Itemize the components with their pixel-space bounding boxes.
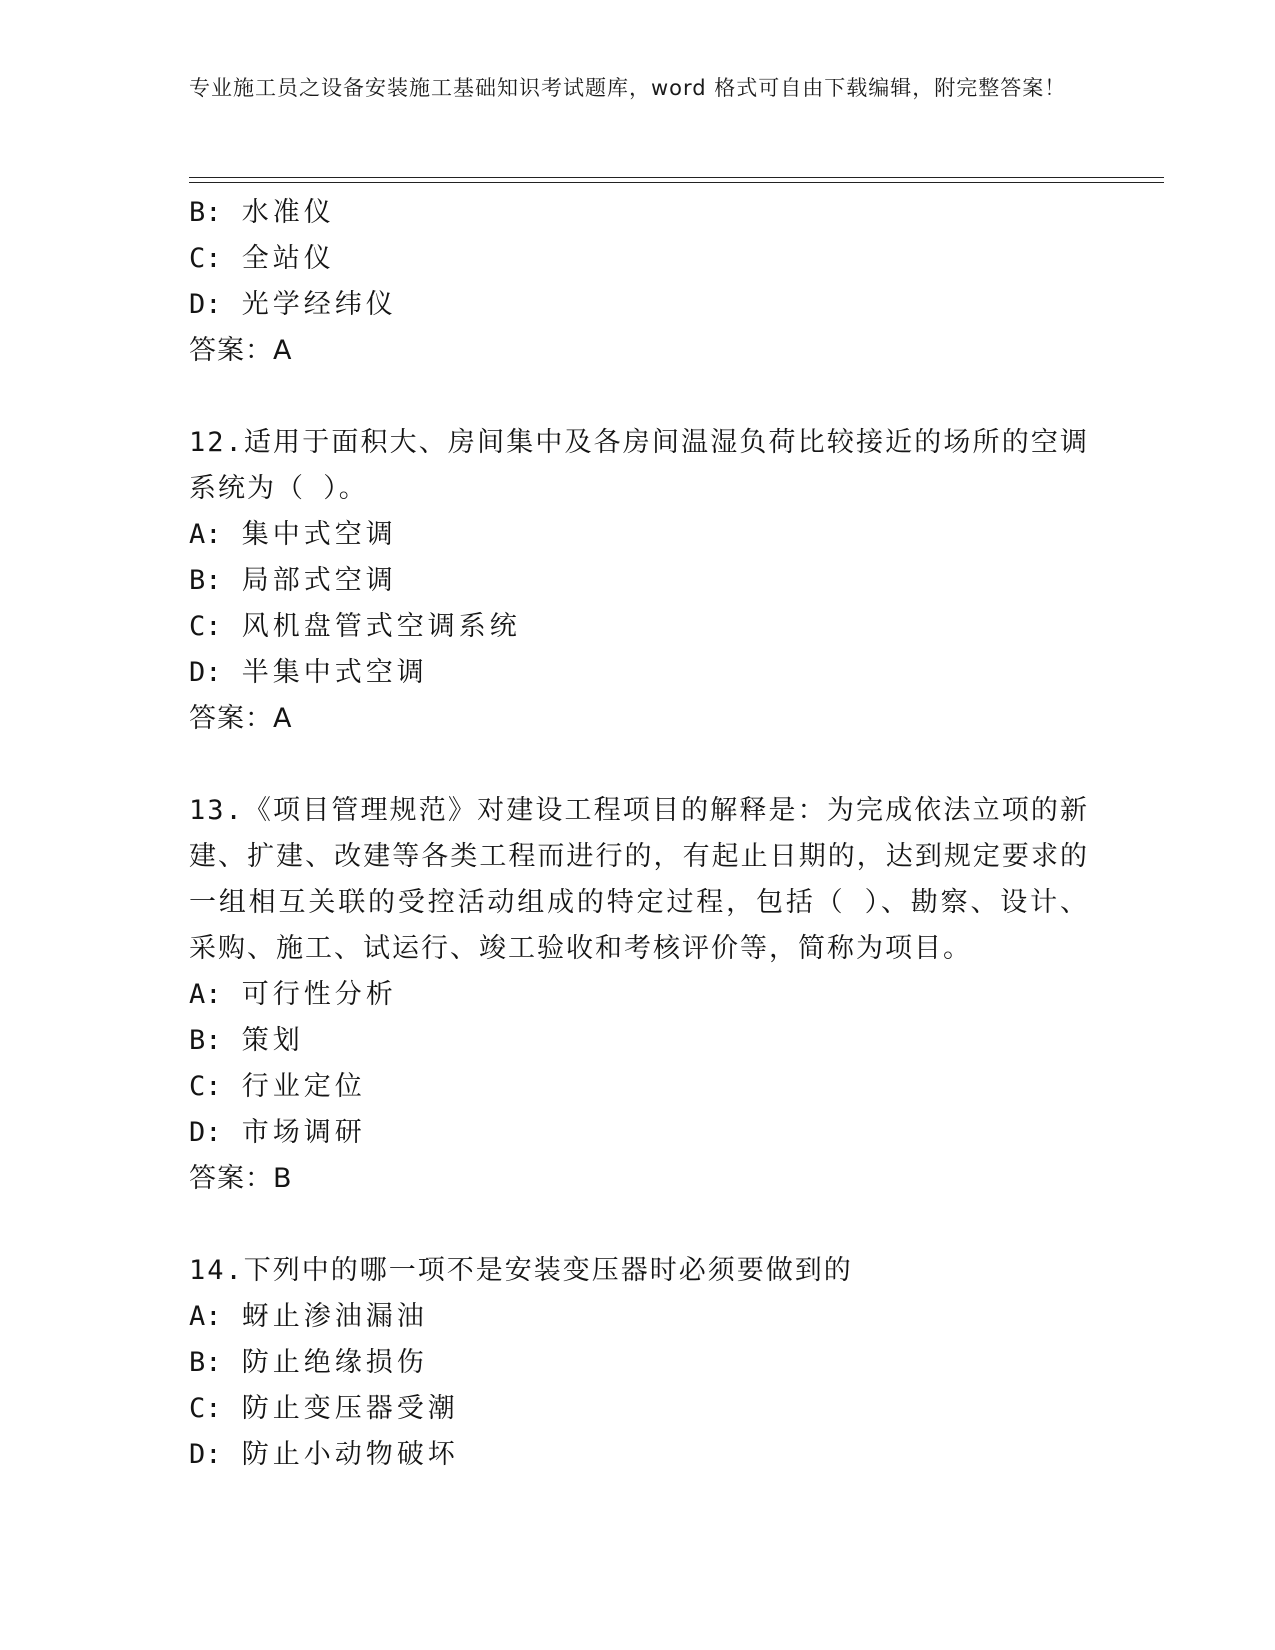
option-key: C:	[189, 243, 222, 274]
option-item	[189, 1432, 1089, 1478]
option-key: A:	[189, 519, 222, 550]
question-text: 13.《项目管理规范》对建设工程项目的解释是：为完成依法立项的新建、扩建、改建等各类工程而进行的，有起止日期的，达到规定要求的一组相互关联的受控活动组成的特定过程，包括（ ）、勘察、设计、采购、施工、试运行、竣工验收和考核评价等，简称为项目。	[189, 795, 1089, 964]
option-key: D:	[189, 289, 222, 320]
answer-line: 答案：A	[189, 335, 293, 366]
option-item	[189, 1110, 1089, 1156]
header-divider-top	[189, 177, 1164, 178]
option-text: 半集中式空调	[241, 657, 428, 688]
option-key: D:	[189, 1439, 222, 1470]
option-item	[189, 604, 1089, 650]
answer-line: 答案：B	[189, 1163, 293, 1194]
option-key: C:	[189, 1071, 222, 1102]
option-text: 全站仪	[241, 243, 335, 274]
option-item	[189, 1386, 1089, 1432]
section-gap	[189, 374, 1089, 420]
option-item	[189, 1294, 1089, 1340]
option-text: 防止变压器受潮	[241, 1393, 459, 1424]
option-text: 可行性分析	[241, 979, 397, 1010]
option-text: 集中式空调	[241, 519, 397, 550]
option-key: C:	[189, 611, 222, 642]
option-text: 策划	[241, 1025, 304, 1056]
option-item	[189, 650, 1089, 696]
question-list	[189, 190, 1089, 1478]
option-item	[189, 282, 1089, 328]
option-item	[189, 1064, 1089, 1110]
question-text: 14.下列中的哪一项不是安装变压器时必须要做到的	[189, 1255, 853, 1286]
option-item	[189, 558, 1089, 604]
header-text: 专业施工员之设备安装施工基础知识考试题库，word 格式可自由下载编辑，附完整答案！	[189, 76, 1067, 100]
option-item	[189, 972, 1089, 1018]
option-key: B:	[189, 197, 222, 228]
section-gap	[189, 1202, 1089, 1248]
question-text: 12.适用于面积大、房间集中及各房间温湿负荷比较接近的场所的空调系统为（ ）。	[189, 427, 1089, 504]
option-key: B:	[189, 565, 222, 596]
option-item	[189, 1340, 1089, 1386]
section-gap	[189, 742, 1089, 788]
option-text: 风机盘管式空调系统	[241, 611, 521, 642]
answer-line: 答案：A	[189, 703, 293, 734]
option-text: 蚜止渗油漏油	[241, 1301, 428, 1332]
option-text: 行业定位	[241, 1071, 366, 1102]
option-item	[189, 1018, 1089, 1064]
header-divider-bottom	[189, 182, 1164, 183]
option-key: A:	[189, 979, 222, 1010]
option-key: C:	[189, 1393, 222, 1424]
option-key: D:	[189, 657, 222, 688]
option-key: A:	[189, 1301, 222, 1332]
option-text: 水准仪	[241, 197, 335, 228]
option-text: 局部式空调	[241, 565, 397, 596]
option-item	[189, 236, 1089, 282]
option-text: 防止绝缘损伤	[241, 1347, 428, 1378]
document-header	[189, 72, 1069, 104]
option-key: D:	[189, 1117, 222, 1148]
option-key: B:	[189, 1347, 222, 1378]
option-item	[189, 190, 1089, 236]
option-item	[189, 512, 1089, 558]
option-key: B:	[189, 1025, 222, 1056]
option-text: 防止小动物破坏	[241, 1439, 459, 1470]
option-text: 光学经纬仪	[241, 289, 397, 320]
option-text: 市场调研	[241, 1117, 366, 1148]
